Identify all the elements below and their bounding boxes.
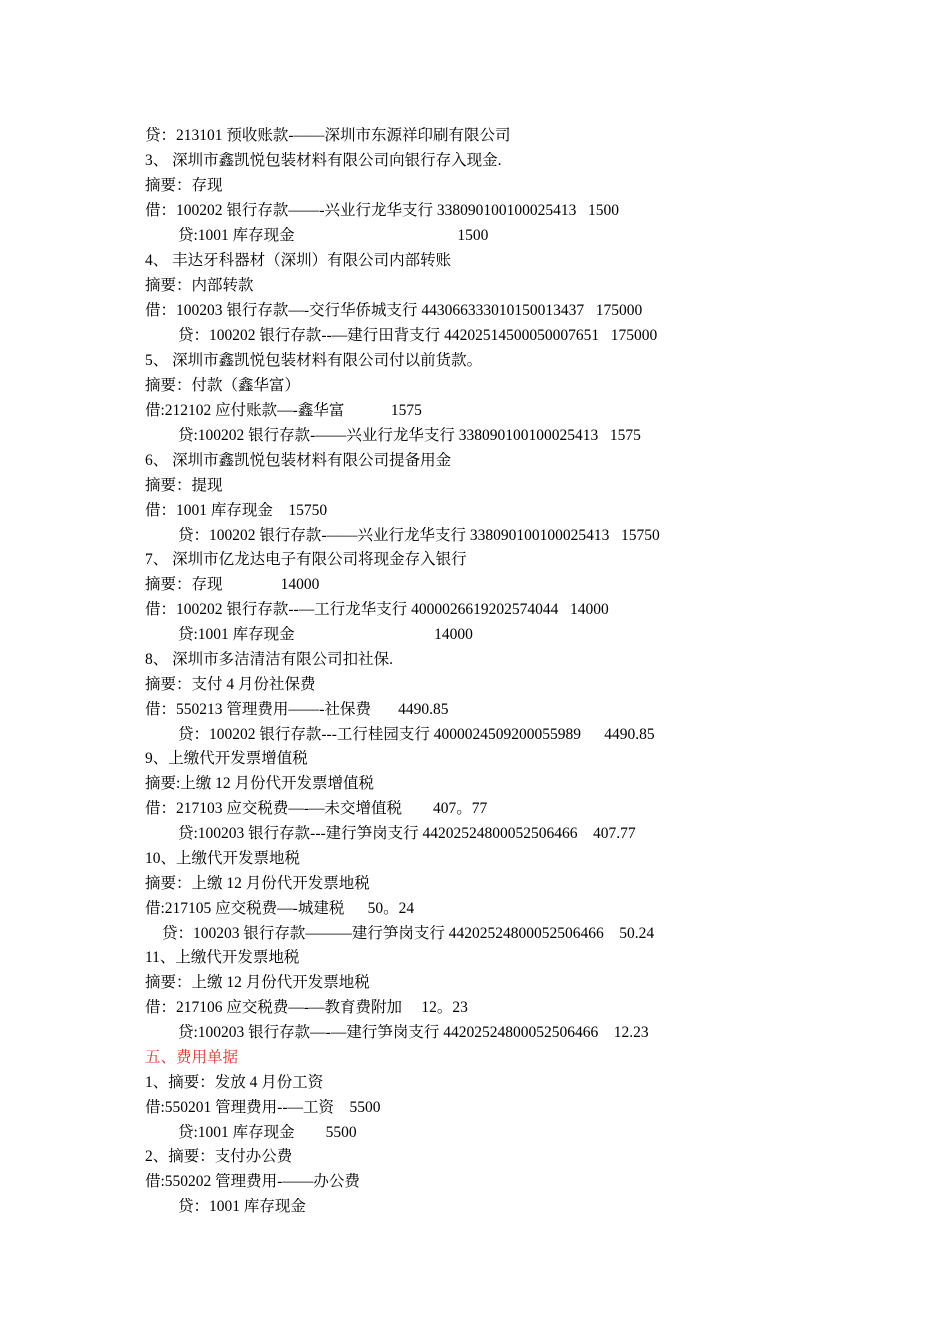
summary-line: 摘要：存现 bbox=[145, 177, 223, 194]
credit-entry-line: 贷：100203 银行存款———建行笋岗支行 44202524800052506466 50.24 bbox=[162, 925, 655, 942]
item-heading-11: 11、上缴代开发票地税 bbox=[145, 949, 300, 966]
summary-line: 摘要：上缴 12 月份代开发票地税 bbox=[145, 974, 370, 991]
debit-entry-line: 借:550202 管理费用-——办公费 bbox=[145, 1173, 360, 1190]
debit-entry-line: 借：550213 管理费用——-社保费 4490.85 bbox=[145, 701, 449, 718]
item-heading-10: 10、上缴代开发票地税 bbox=[145, 850, 301, 867]
credit-entry-line: 贷：213101 预收账款-——深圳市东源祥印刷有限公司 bbox=[145, 127, 511, 144]
summary-line: 摘要：上缴 12 月份代开发票地税 bbox=[145, 875, 370, 892]
debit-entry-line: 借：1001 库存现金 15750 bbox=[145, 502, 328, 519]
debit-entry-line: 借：100203 银行存款—-交行华侨城支行 443066333010150013437 175000 bbox=[145, 302, 643, 319]
credit-entry-line: 贷:100203 银行存款—-—建行笋岗支行 44202524800052506466 12.23 bbox=[178, 1024, 649, 1041]
item-heading-expense-1: 1、摘要：发放 4 月份工资 bbox=[145, 1074, 324, 1091]
item-heading-4: 4、 丰达牙科器材（深圳）有限公司内部转账 bbox=[145, 252, 452, 269]
credit-entry-line: 贷:100202 银行存款-——兴业行龙华支行 338090100100025413 1575 bbox=[178, 427, 641, 444]
debit-entry-line: 借:550201 管理费用--—工资 5500 bbox=[145, 1099, 381, 1116]
credit-entry-line: 贷：100202 银行存款--—建行田背支行 44202514500050007651 175000 bbox=[178, 327, 658, 344]
credit-entry-line: 贷：100202 银行存款-——兴业行龙华支行 338090100100025413 15750 bbox=[178, 527, 660, 544]
credit-entry-line: 贷：100202 银行存款---工行桂园支行 4000024509200055989 4490.85 bbox=[178, 726, 655, 743]
summary-line: 摘要：付款（鑫华富） bbox=[145, 377, 301, 394]
summary-line: 摘要：内部转款 bbox=[145, 277, 254, 294]
item-heading-expense-2: 2、摘要：支付办公费 bbox=[145, 1148, 293, 1165]
summary-line: 摘要：存现 14000 bbox=[145, 576, 320, 593]
item-heading-8: 8、 深圳市多洁清洁有限公司扣社保. bbox=[145, 651, 394, 668]
credit-entry-line: 贷：1001 库存现金 bbox=[178, 1198, 306, 1215]
summary-line: 摘要:上缴 12 月份代开发票增值税 bbox=[145, 775, 375, 792]
debit-entry-line: 借：217103 应交税费—-—未交增值税 407。77 bbox=[145, 800, 488, 817]
debit-entry-line: 借：100202 银行存款——-兴业行龙华支行 338090100100025413 1500 bbox=[145, 202, 620, 219]
credit-entry-line: 贷:1001 库存现金 5500 bbox=[178, 1124, 357, 1141]
credit-entry-line: 贷:1001 库存现金 1500 bbox=[178, 227, 489, 244]
credit-entry-line: 贷:100203 银行存款---建行笋岗支行 44202524800052506466 407.77 bbox=[178, 825, 636, 842]
debit-entry-line: 借:217105 应交税费—-城建税 50。24 bbox=[145, 900, 415, 917]
item-heading-7: 7、 深圳市亿龙达电子有限公司将现金存入银行 bbox=[145, 551, 467, 568]
section-heading-expenses: 五、费用单据 bbox=[145, 1049, 239, 1066]
item-heading-3: 3、 深圳市鑫凯悦包装材料有限公司向银行存入现金. bbox=[145, 152, 502, 169]
debit-entry-line: 借：100202 银行存款--—工行龙华支行 4000026619202574044 14000 bbox=[145, 601, 609, 618]
item-heading-9: 9、上缴代开发票增值税 bbox=[145, 750, 308, 767]
credit-entry-line: 贷:1001 库存现金 14000 bbox=[178, 626, 473, 643]
debit-entry-line: 借:212102 应付账款—-鑫华富 1575 bbox=[145, 402, 422, 419]
debit-entry-line: 借：217106 应交税费—-—教育费附加 12。23 bbox=[145, 999, 468, 1016]
item-heading-6: 6、 深圳市鑫凯悦包装材料有限公司提备用金 bbox=[145, 452, 452, 469]
summary-line: 摘要：提现 bbox=[145, 477, 223, 494]
summary-line: 摘要：支付 4 月份社保费 bbox=[145, 676, 316, 693]
item-heading-5: 5、 深圳市鑫凯悦包装材料有限公司付以前货款。 bbox=[145, 352, 483, 369]
